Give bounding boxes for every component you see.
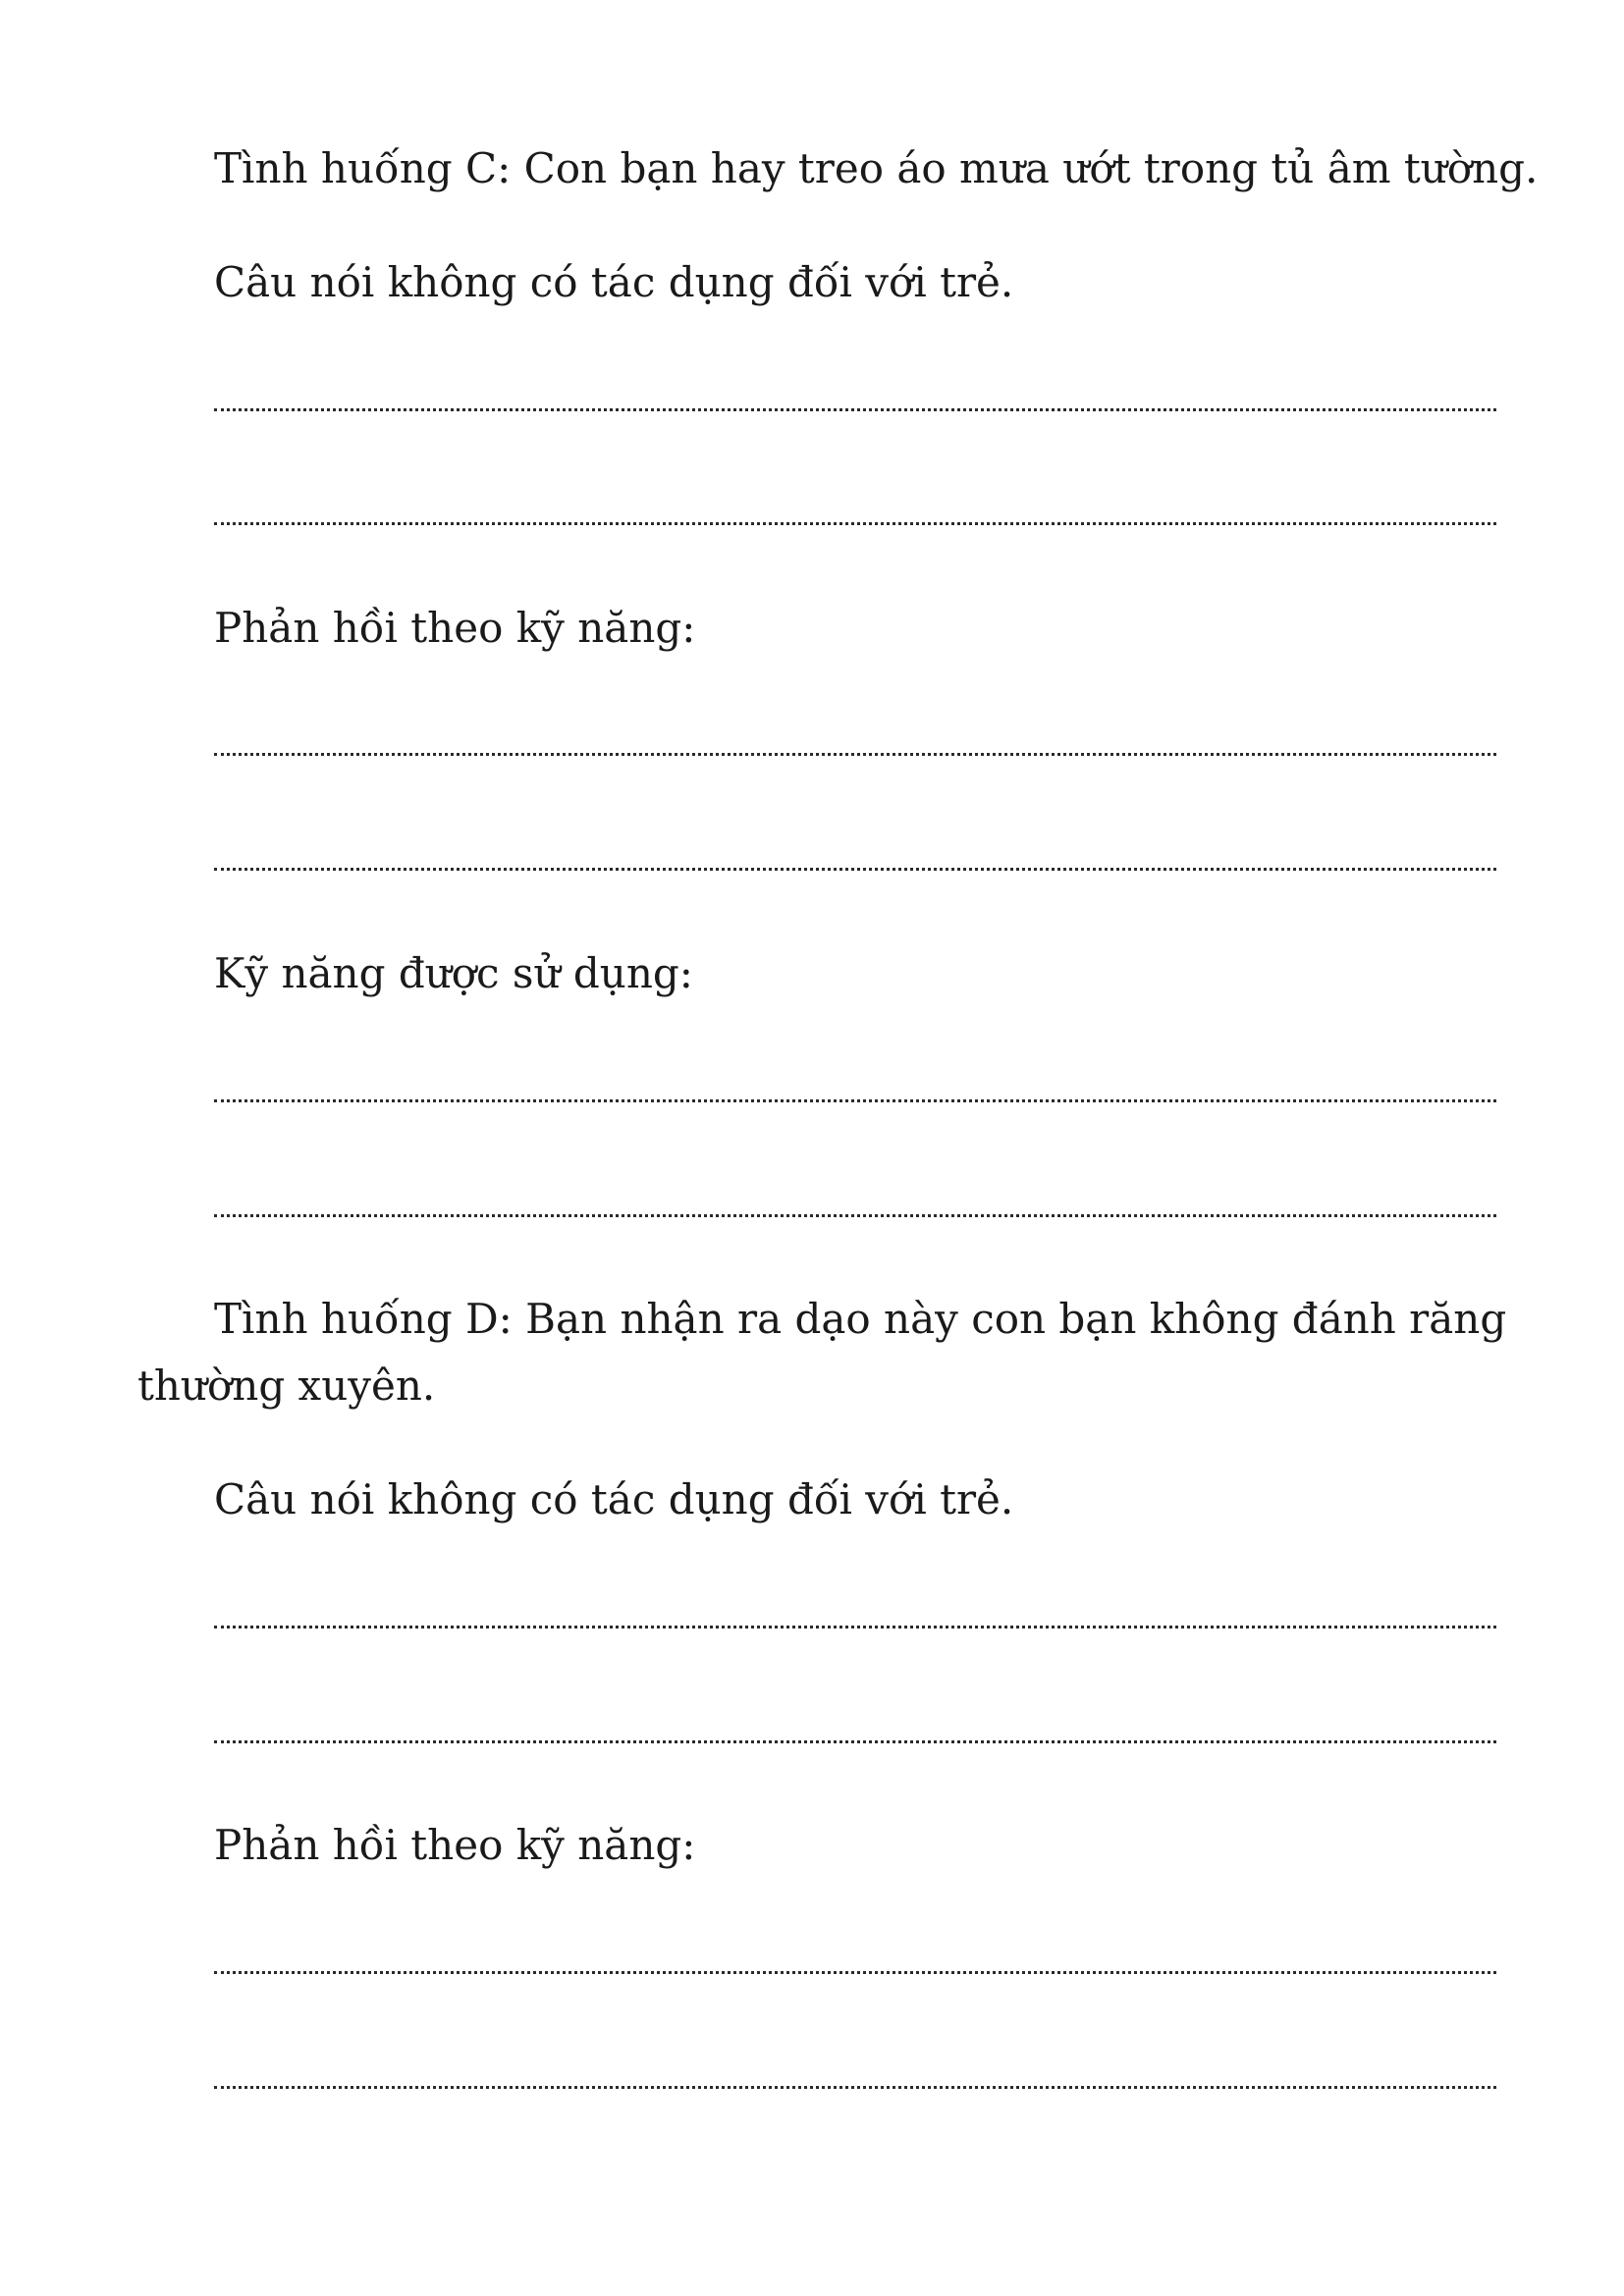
situation-d-skill-response-label: Phản hồi theo kỹ năng:	[214, 1821, 696, 1869]
answer-line[interactable]	[214, 1214, 1496, 1217]
situation-d-ineffective-label: Câu nói không có tác dụng đối với trẻ.	[214, 1475, 1014, 1523]
situation-c-ineffective-label: Câu nói không có tác dụng đối với trẻ.	[214, 258, 1014, 306]
answer-line[interactable]	[214, 1740, 1496, 1743]
situation-c-skill-response-label: Phản hồi theo kỹ năng:	[214, 604, 696, 652]
answer-line[interactable]	[214, 753, 1496, 756]
answer-line[interactable]	[214, 1099, 1496, 1102]
answer-line[interactable]	[214, 868, 1496, 871]
answer-line[interactable]	[214, 1971, 1496, 1974]
answer-line[interactable]	[214, 2086, 1496, 2089]
answer-line[interactable]	[214, 522, 1496, 525]
situation-c-skill-used-label: Kỹ năng được sử dụng:	[214, 949, 693, 997]
situation-d-title-line2: thường xuyên.	[137, 1362, 436, 1410]
situation-c-title: Tình huống C: Con bạn hay treo áo mưa ướt trong tủ âm tường.	[214, 144, 1539, 192]
answer-line[interactable]	[214, 408, 1496, 411]
situation-d-title-line1: Tình huống D: Bạn nhận ra dạo này con bạn không đánh răng	[214, 1295, 1507, 1343]
answer-line[interactable]	[214, 1626, 1496, 1629]
